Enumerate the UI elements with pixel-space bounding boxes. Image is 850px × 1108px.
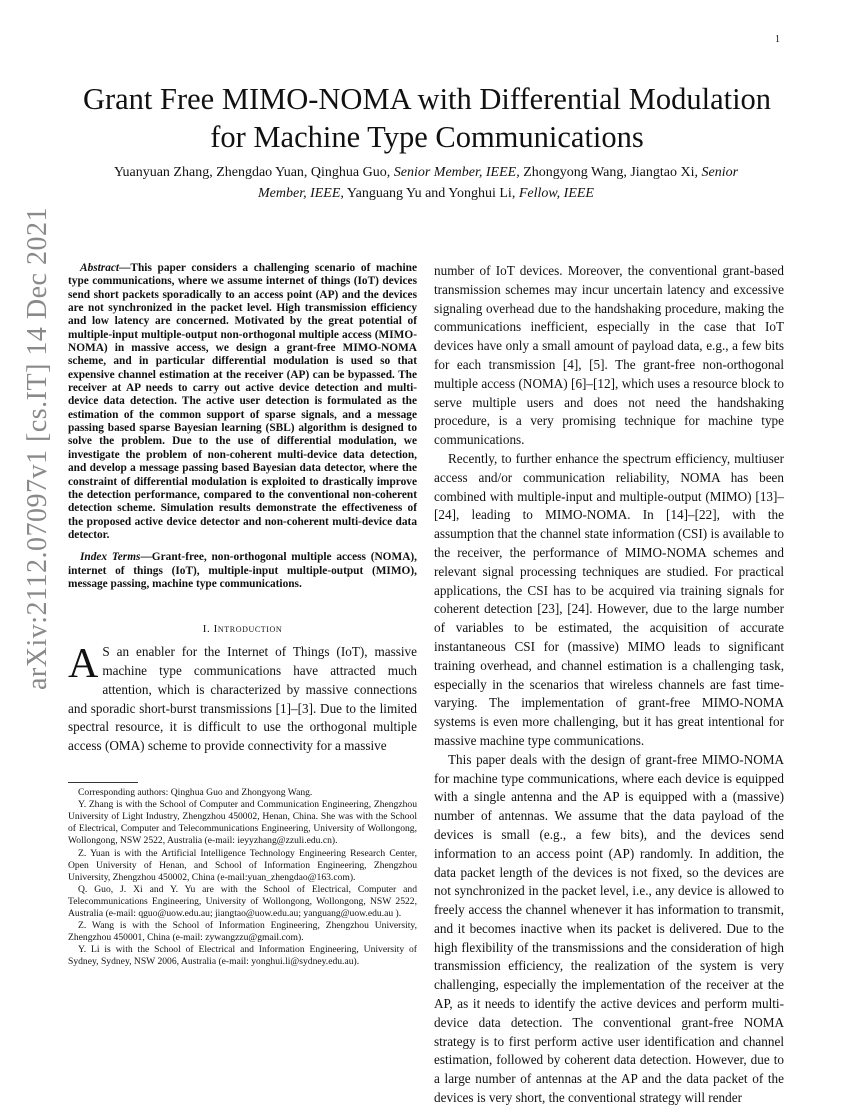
- arxiv-identifier-text: arXiv:2112.07097v1 [cs.IT] 14 Dec 2021: [22, 207, 53, 690]
- footnote: Corresponding authors: Qinghua Guo and Zhongyong Wang.: [78, 787, 313, 799]
- index-terms-text: —Grant-free, non-orthogonal multiple access (NOMA), internet of things (IoT), multiple-input multiple-output (MIMO), message passing, machine type communications.: [68, 551, 418, 590]
- paper-title: Grant Free MIMO-NOMA with Differential Modulation for Machine Type Communications: [82, 82, 772, 154]
- page-number: 1: [775, 34, 780, 45]
- index-terms-lead: Index Terms: [80, 551, 141, 564]
- authors-line1-italic2: Senior: [701, 165, 739, 180]
- footnotes: [68, 787, 417, 968]
- authors-line1-plain: Yuanyuan Zhang, Zhengdao Yuan, Qinghua Guo,: [113, 165, 394, 180]
- abstract-text: —This paper considers a challenging scenario of machine type communications, where we assume internet of things (IoT) devices send short packets sporadically to an access point (AP) and the devices are not synchronized in the packet level. High transmission efficiency and low latency are concerned. Motivated by the great potential of multiple-input multiple-output non-orthogonal multiple access (MIMO-NOMA) in massive access, we design a grant-free MIMO-NOMA scheme, and in particular differential modulation is used so that expensive channel estimation at the receiver (AP) can be bypassed. The receiver at AP needs to carry out active device detection and multi-device data detection. The active user detection is formulated as the estimation of the common support of sparse signals, and a message passing based sparse Bayesian learning (SBL) algorithm is designed to solve the problem. Due to the use of differential modulation, we investigate the problem of non-coherent multi-device data detection, and develop a message passing based Bayesian data detector, where the constraint of differential modulation is exploited to drastically improve the detection performance, compared to the conventional non-coherent detection scheme. Simulation results demonstrate the effectiveness of the proposed active device detector and non-coherent multi-device data detector.: [68, 262, 417, 541]
- intro-paragraph: [68, 643, 417, 756]
- abstract: [68, 262, 417, 542]
- authors-line2-italic2: Fellow, IEEE: [518, 186, 594, 201]
- intro-text: S an enabler for the Internet of Things (IoT), massive machine type communications have attracted much attention, which is characterized by massive connections and sporadic short-burst transmissions [1]–[3]. Due to the limited spectral resource, it is difficult to use the orthogonal multiple access (OMA) scheme to provide connectivity for a massive: [68, 644, 417, 754]
- abstract-lead: Abstract: [80, 262, 120, 274]
- authors-line1-italic: Senior Member, IEEE,: [393, 165, 520, 180]
- body-paragraph: number of IoT devices. Moreover, the conventional grant-based transmission schemes may incur uncertain latency and excessive signaling overhead due to the handshaking procedure, making the communications inefficient, especially in the case that IoT devices have only a small amount of payload data, e.g., a few bits for each transmission [4], [5]. The grant-free non-orthogonal multiple access (NOMA) [6]–[12], which uses a resource block to serve multiple users and does not need the handshaking procedure, is a very promising technique for machine type communications.: [434, 263, 784, 448]
- footnote: Y. Zhang is with the School of Computer and Communication Engineering, Zhengzhou University of Light Industry, Zhengzhou 450002, Henan, China. She was with the School of Electrical, Computer and Telecommunications Engineering, University of Wollongong, Wollongong, NSW 2522, Australia (e-mail: ieyyzhang@zzuli.edu.cn).: [68, 799, 417, 847]
- body-paragraph: This paper deals with the design of grant-free MIMO-NOMA for machine type communications, where each device is equipped with a single antenna and the AP is equipped with a (massive) number of antennas. We assume that the data payload of the devices is small (e.g., a few bits), and the devices send information to an access point (AP) randomly. In addition, the data packet length of the devices is not fixed, so the devices are not synchronized in the packet level, i.e., any device is allowed to freely access the channel whenever it has information to transmit, and it becomes inactive when its packet is delivered. Due to the high flexibility of the transmissions and the consideration of high transmission efficiency, the realization of the system is very challenging, especially the implementation of the receiver at the AP, as it needs to identify the active devices and perform multi-device data detection. The conventional grant-free NOMA strategy is to first perform active user identification and channel estimation, followed by coherent data detection. However, due to a large number of antennas at the AP and the data packet of the devices is very short, the conventional strategy will render: [434, 751, 784, 1106]
- authors-line1-rest: Zhongyong Wang, Jiangtao Xi,: [519, 165, 702, 180]
- authors-line2-plain: Yanguang Yu and Yonghui Li,: [343, 186, 519, 201]
- footnote: Z. Wang is with the School of Information Engineering, Zhengzhou University, Zhengzhou 450001, China (e-mail: zywangzzu@gmail.com).: [68, 920, 417, 944]
- section-heading-introduction: I. Introduction: [202, 623, 283, 636]
- footnote: Z. Yuan is with the Artificial Intelligence Technology Engineering Research Center, Open University of Henan, and School of Information Engineering, Zhengzhou University, Zhengzhou 450002, China (e-mail:yuan_zhengdao@163.com).: [68, 847, 417, 883]
- index-terms: [68, 551, 417, 591]
- author-list: [66, 162, 786, 204]
- left-column: [68, 262, 417, 968]
- footnote: Q. Guo, J. Xi and Y. Yu are with the School of Electrical, Computer and Telecommunications Engineering, University of Wollongong, Wollongong, NSW 2522, Australia (e-mail: qguo@uow.edu.au; jiangtao@uow.edu.au; yanguang@uow.edu.au ).: [68, 883, 417, 919]
- authors-line2-italic: Member, IEEE,: [258, 186, 344, 201]
- footnote-divider: [68, 782, 138, 783]
- intro-dropcap: A: [68, 641, 99, 688]
- footnote: Y. Li is with the School of Electrical and Information Engineering, University of Sydney, Sydney, NSW 2006, Australia (e-mail: yonghui.li@sydney.edu.au).: [68, 944, 417, 968]
- body-paragraph: Recently, to further enhance the spectrum efficiency, multiuser access and/or communication reliability, NOMA has been combined with multiple-input and multiple-output (MIMO) [13]–[24], leading to MIMO-NOMA. In [14]–[22], with the assumption that the channel state information (CSI) is available to the receiver, the performance of MIMO-NOMA schemes and relevant signal processing techniques are studied. For practical applications, the CSI has to be acquired via training signals for coherent detection [23], [24]. However, due to the large number of variables to be estimated, the acquisition of accurate instantaneous CSI for (massive) MIMO leads to significant training overhead, and channel estimation is a challenging task, especially in the scenarios that wireless channels are fast time-varying. The implementation of grant-free MIMO-NOMA systems is even more challenging, but it has great intentional for massive machine type communications.: [434, 450, 784, 748]
- right-column: [434, 262, 784, 1108]
